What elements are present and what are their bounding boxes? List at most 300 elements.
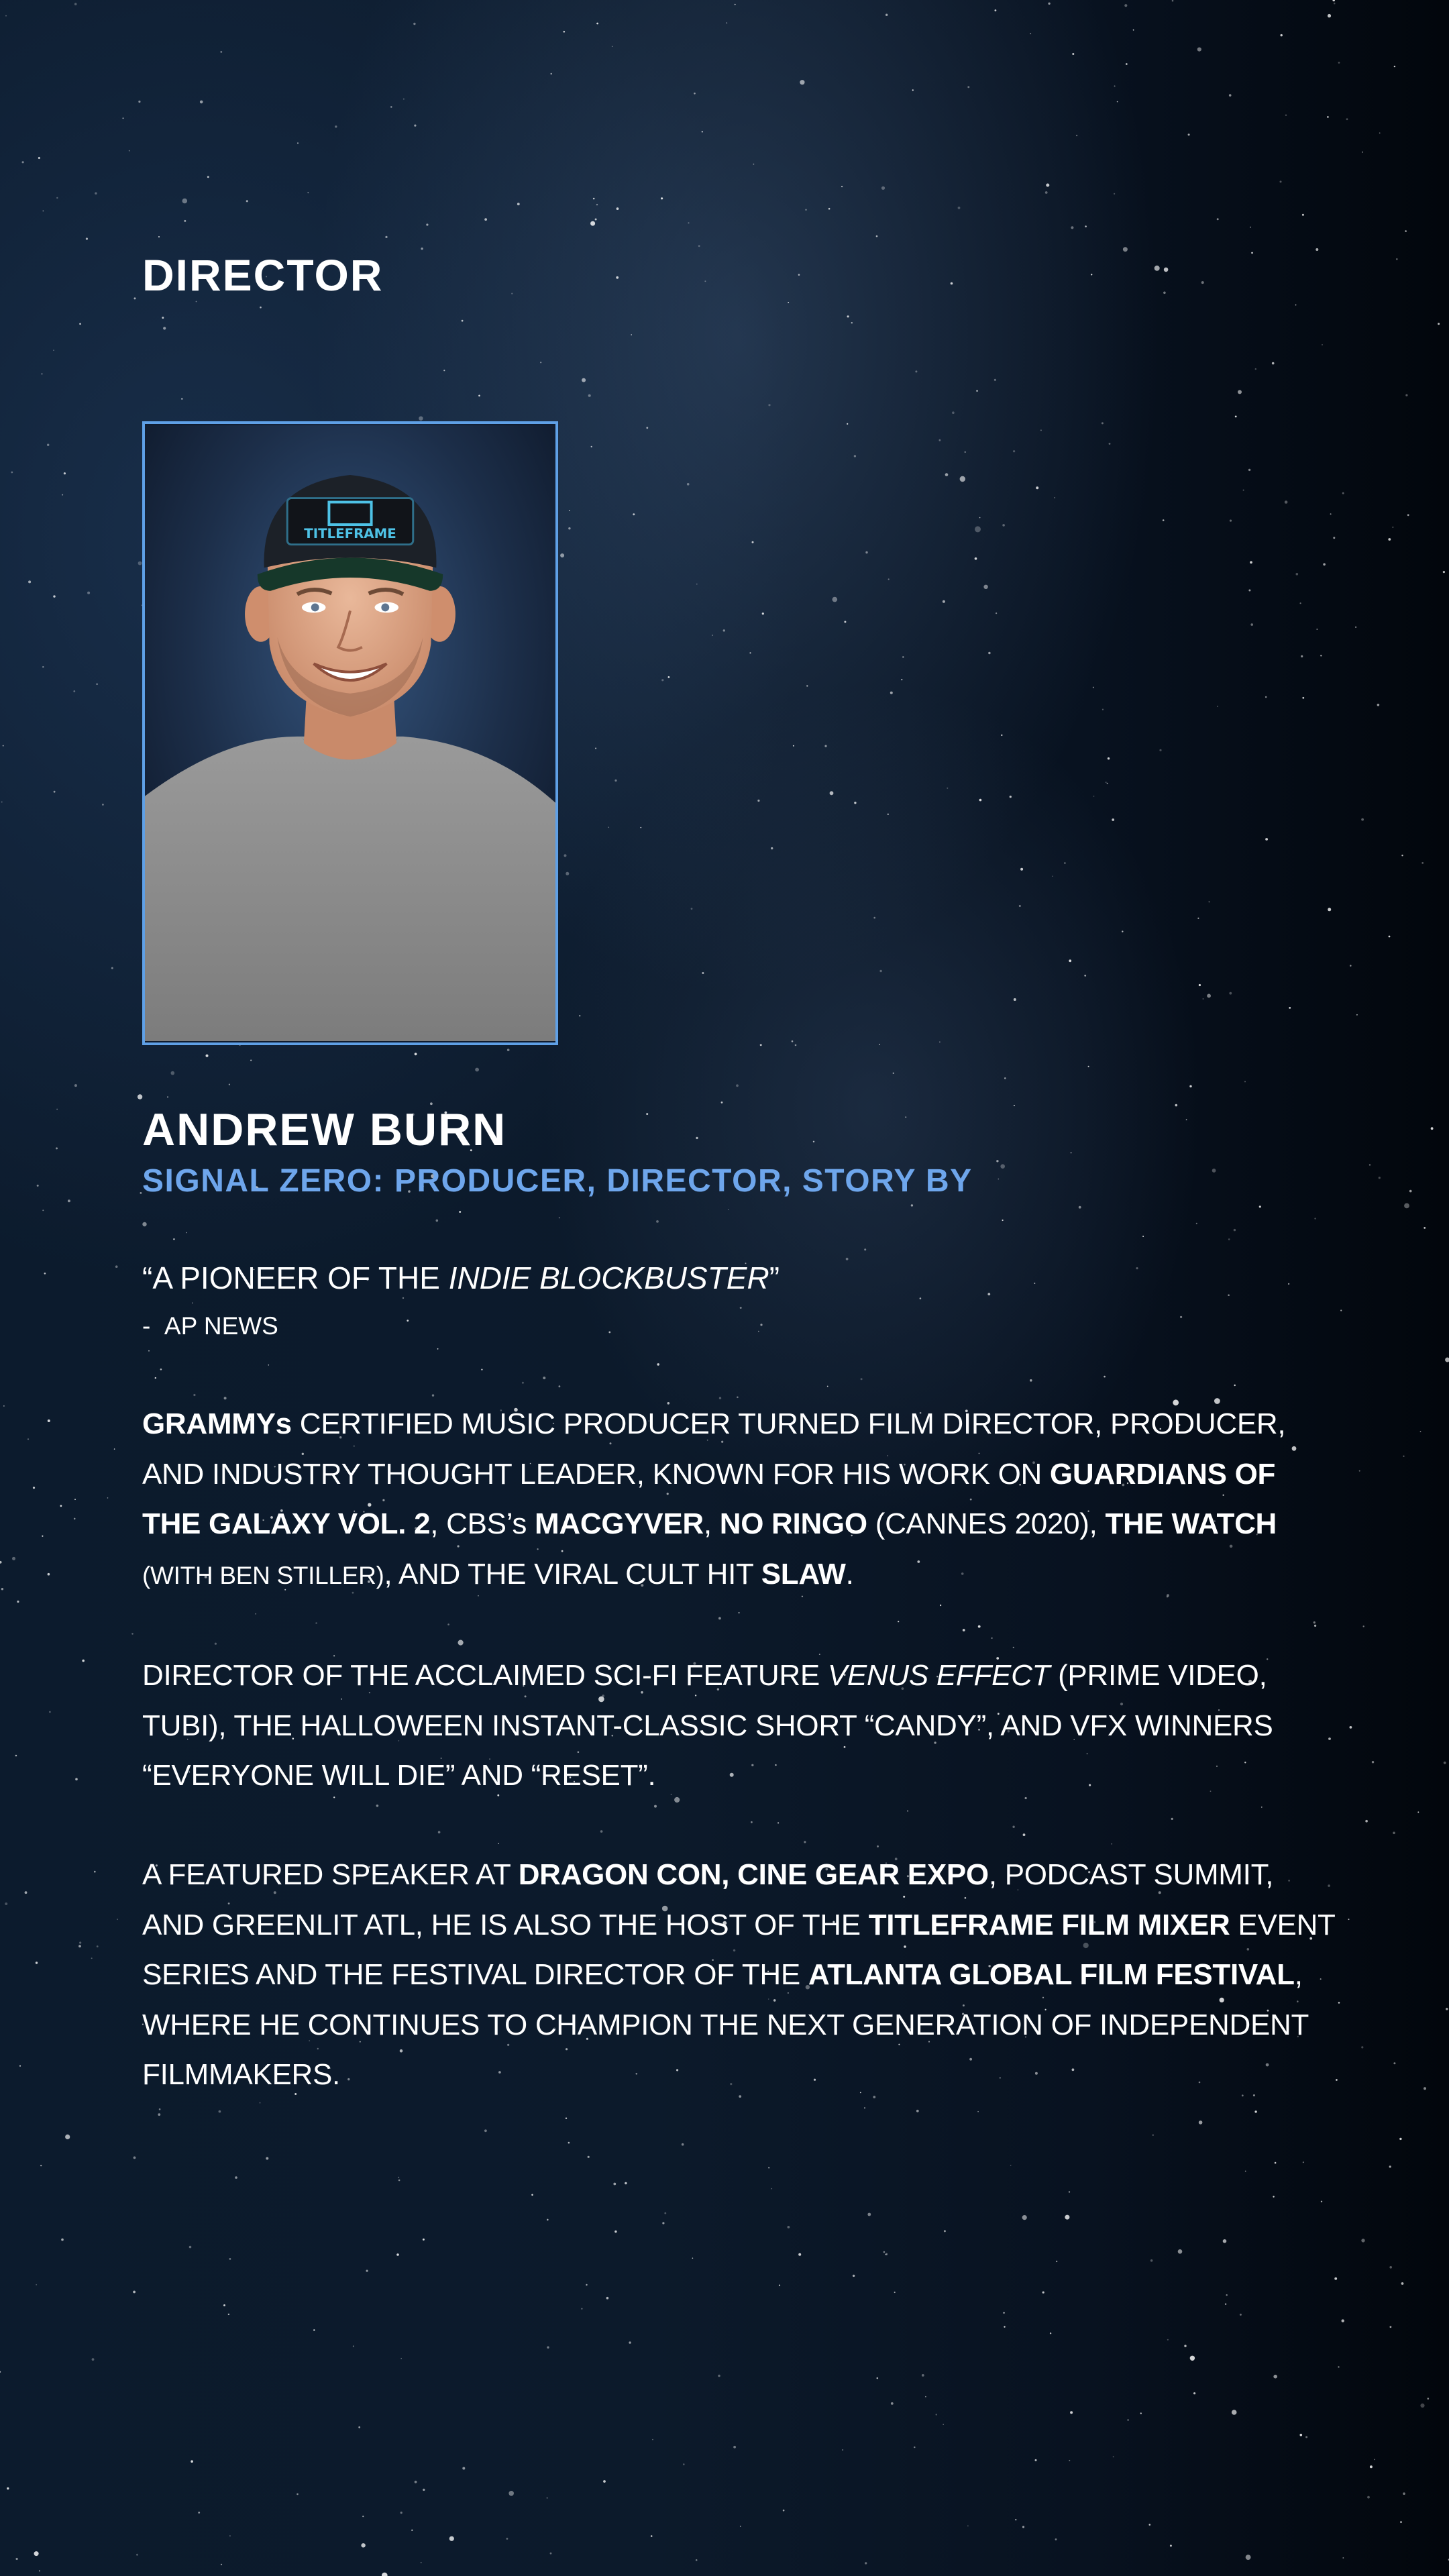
bio-small-text: (WITH BEN STILLER): [142, 1561, 384, 1589]
star: [824, 745, 826, 747]
star: [1372, 1761, 1374, 1763]
star: [42, 666, 44, 667]
quote-emphasis: INDIE BLOCKBUSTER: [448, 1260, 769, 1295]
star: [944, 2230, 946, 2232]
star: [828, 208, 830, 210]
star: [407, 1320, 409, 1322]
star: [1015, 2519, 1016, 2520]
star: [1379, 132, 1381, 133]
star: [475, 1068, 479, 1072]
star: [1223, 2239, 1227, 2243]
star: [1225, 2304, 1226, 2305]
star: [1340, 1309, 1342, 1311]
star: [136, 2554, 138, 2556]
star: [1072, 53, 1074, 55]
star: [1235, 416, 1237, 418]
star: [915, 370, 917, 372]
star: [173, 1238, 174, 1240]
star: [1369, 1164, 1371, 1165]
star: [411, 2530, 413, 2531]
star: [426, 223, 428, 225]
star: [86, 237, 88, 239]
star: [5, 15, 7, 17]
star: [940, 1605, 941, 1606]
star: [1054, 497, 1055, 498]
star: [998, 1179, 1000, 1180]
star: [813, 1141, 814, 1142]
star: [1334, 3, 1336, 5]
star: [1114, 85, 1116, 87]
star: [1403, 2492, 1405, 2495]
star: [56, 1147, 58, 1149]
star: [771, 2188, 772, 2190]
star: [847, 315, 849, 317]
star: [864, 2107, 865, 2108]
quote-source-dash: -: [142, 1312, 151, 1340]
star: [560, 553, 564, 557]
star: [891, 2402, 894, 2405]
star: [1104, 1376, 1106, 1378]
star: [1217, 706, 1218, 707]
star: [506, 2538, 508, 2540]
star: [1273, 2196, 1274, 2197]
star: [1140, 2412, 1142, 2414]
star: [718, 1617, 721, 1620]
star: [1093, 796, 1095, 797]
star: [657, 1363, 659, 1366]
star: [1102, 422, 1104, 424]
star: [1163, 519, 1165, 521]
star: [1379, 1177, 1381, 1179]
star: [207, 176, 209, 178]
star: [916, 2110, 919, 2112]
star: [788, 2226, 790, 2229]
star: [792, 1040, 794, 1042]
star: [698, 245, 700, 247]
star: [540, 362, 541, 363]
star: [1388, 538, 1391, 541]
star: [603, 2480, 606, 2483]
star: [1431, 1127, 1434, 1130]
bio-text: , PODCAST SUMMIT, AND GREENLIT ATL, HE IS ALSO THE HOST OF THE: [142, 1858, 1274, 1941]
star: [228, 2314, 229, 2315]
star: [91, 1957, 93, 1959]
star: [737, 1397, 739, 1399]
star: [777, 1822, 779, 1823]
bio-text: ,: [703, 1507, 720, 1540]
star: [1014, 998, 1016, 1001]
star: [1367, 2496, 1370, 2499]
star: [851, 322, 853, 323]
star: [362, 2516, 364, 2517]
star: [1000, 1164, 1005, 1169]
bio-text: .: [845, 1557, 854, 1591]
star: [1171, 1818, 1173, 1820]
star: [158, 236, 160, 237]
star: [1370, 2465, 1373, 2468]
star: [696, 1137, 698, 1139]
bio-text: DIRECTOR OF THE ACCLAIMED SCI-FI FEATURE: [142, 1659, 828, 1692]
star: [3, 745, 4, 747]
star: [53, 350, 54, 351]
star: [114, 1448, 115, 1450]
star: [600, 1830, 603, 1833]
star: [550, 2553, 552, 2555]
star: [1396, 258, 1398, 260]
star: [458, 1640, 464, 1646]
star: [646, 1113, 648, 1115]
star: [82, 1660, 85, 1662]
star: [1203, 998, 1204, 1000]
star: [854, 802, 856, 804]
star: [353, 2345, 354, 2347]
star: [1305, 2436, 1307, 2438]
star: [1393, 2062, 1395, 2064]
bio-strong: TITLEFRAME FILM MIXER: [868, 1908, 1230, 1941]
star: [1338, 62, 1340, 64]
star: [235, 2176, 237, 2179]
star: [1285, 115, 1287, 116]
star: [661, 679, 663, 681]
star: [484, 2129, 487, 2132]
star: [633, 513, 635, 515]
star: [186, 1232, 187, 1234]
star: [682, 2143, 684, 2146]
star: [1272, 362, 1275, 365]
star: [1201, 281, 1204, 284]
star: [402, 1297, 404, 1299]
star: [1281, 34, 1283, 36]
star: [315, 1622, 317, 1624]
star: [1393, 527, 1394, 528]
star: [1265, 696, 1267, 698]
star: [760, 1044, 762, 1046]
star: [1193, 2392, 1195, 2394]
star: [651, 2535, 653, 2537]
star: [865, 551, 867, 553]
star: [983, 585, 987, 589]
bio-text: A FEATURED SPEAKER AT: [142, 1858, 519, 1891]
star: [728, 1209, 729, 1210]
star: [1314, 1625, 1316, 1627]
star: [867, 2213, 871, 2216]
star: [640, 827, 641, 828]
star: [656, 1220, 659, 1223]
star: [723, 629, 725, 631]
star: [1229, 992, 1232, 995]
star: [1390, 2326, 1392, 2328]
star: [56, 1109, 58, 1110]
star: [133, 2157, 136, 2159]
star: [1407, 514, 1409, 516]
star: [12, 1557, 15, 1560]
star: [1004, 2312, 1005, 2314]
star: [1019, 905, 1021, 907]
star: [1332, 0, 1335, 1]
star: [694, 93, 696, 95]
bio-text: , WHERE HE CONTINUES TO CHAMPION THE NEXT GENERATION OF INDEPENDENT FILMMAKERS.: [142, 1958, 1309, 2091]
star: [712, 635, 713, 636]
star: [1050, 2332, 1051, 2334]
star: [841, 186, 843, 187]
star: [616, 207, 619, 210]
star: [893, 1073, 894, 1074]
star: [613, 2183, 616, 2186]
star: [1338, 2002, 1340, 2004]
star: [1288, 1283, 1289, 1285]
star: [625, 2182, 627, 2185]
star: [396, 2253, 399, 2256]
star: [1348, 1919, 1350, 1920]
star: [1244, 1081, 1246, 1082]
star: [1377, 704, 1380, 706]
star: [906, 1116, 907, 1118]
star: [1346, 118, 1348, 120]
star: [138, 101, 140, 103]
bio-paragraph-1: [142, 1399, 1336, 1601]
star: [1424, 1227, 1426, 1229]
star: [614, 2231, 616, 2233]
star: [753, 164, 755, 165]
star: [1250, 623, 1253, 626]
star: [1069, 2460, 1070, 2461]
star: [414, 125, 416, 127]
star: [1022, 2526, 1024, 2528]
press-quote: [142, 1260, 780, 1296]
star: [595, 748, 596, 749]
star: [138, 561, 142, 566]
star: [1085, 225, 1087, 227]
star: [739, 1612, 740, 1613]
star: [1186, 1119, 1187, 1120]
star: [1170, 2544, 1172, 2546]
star: [1303, 2161, 1304, 2163]
star: [1030, 33, 1031, 34]
star: [873, 917, 875, 919]
star: [297, 2493, 299, 2496]
star: [1399, 2138, 1401, 2140]
bio-text: , CBS’s: [430, 1507, 535, 1540]
star: [1217, 218, 1219, 220]
star: [255, 1613, 256, 1615]
star: [1123, 247, 1128, 252]
star: [1361, 2239, 1364, 2242]
star: [735, 4, 736, 5]
star: [1445, 1358, 1449, 1362]
star: [652, 2439, 653, 2440]
star: [1248, 590, 1250, 592]
star: [33, 1487, 35, 1489]
star: [1446, 2008, 1448, 2010]
star: [131, 1633, 133, 1635]
star: [1175, 1104, 1178, 1107]
star: [1316, 248, 1318, 251]
star: [1124, 4, 1127, 7]
star: [159, 2108, 161, 2110]
star: [54, 791, 56, 793]
star: [1065, 2215, 1069, 2220]
star: [760, 1324, 762, 1326]
star: [1285, 500, 1288, 504]
star: [38, 157, 40, 159]
star: [1070, 2411, 1073, 2414]
star: [779, 2285, 780, 2286]
star: [1228, 1294, 1230, 1296]
star: [111, 967, 113, 969]
star: [42, 373, 43, 374]
star: [726, 22, 727, 23]
star: [877, 1845, 879, 1847]
star: [1234, 1385, 1236, 1386]
star: [1155, 266, 1160, 271]
star: [568, 2142, 570, 2144]
star: [1172, 0, 1174, 1]
star: [967, 2526, 969, 2527]
star: [48, 1573, 50, 1576]
star: [1334, 2277, 1337, 2280]
star: [478, 395, 480, 397]
star: [335, 125, 337, 127]
star: [266, 2157, 268, 2160]
star: [421, 2562, 422, 2563]
star: [1401, 855, 1403, 856]
star: [419, 417, 423, 421]
star: [945, 473, 949, 476]
star: [400, 2512, 402, 2514]
star: [79, 323, 81, 325]
star: [1114, 193, 1115, 195]
star: [184, 220, 186, 222]
star: [34, 2551, 39, 2556]
star: [771, 847, 773, 849]
star: [1428, 2398, 1430, 2400]
star: [688, 222, 689, 223]
star: [588, 2156, 590, 2158]
star: [559, 1217, 560, 1218]
star: [912, 89, 914, 91]
star: [56, 197, 58, 199]
star: [1055, 2538, 1057, 2540]
star: [702, 972, 704, 974]
star: [107, 1497, 109, 1499]
star: [922, 2374, 924, 2377]
star: [160, 1368, 162, 1371]
star: [1046, 184, 1049, 187]
star: [16, 2558, 18, 2560]
star: [1126, 63, 1128, 65]
star: [979, 799, 982, 802]
star: [865, 2562, 867, 2564]
star: [975, 557, 977, 560]
star: [221, 2564, 222, 2565]
star: [1208, 901, 1210, 902]
star: [805, 209, 806, 211]
star: [48, 1419, 50, 1422]
star: [1403, 1456, 1404, 1457]
star: [61, 2239, 64, 2241]
star: [1013, 1647, 1014, 1648]
star: [1004, 1077, 1006, 1079]
star: [547, 2219, 549, 2221]
star: [595, 219, 597, 221]
star: [192, 1303, 193, 1304]
star: [1394, 66, 1395, 67]
star: [117, 1919, 118, 1920]
star: [846, 1258, 849, 1260]
star: [79, 1941, 81, 1943]
star: [925, 2396, 926, 2398]
star: [1048, 3, 1050, 5]
star: [1254, 2110, 1256, 2112]
star: [459, 1211, 461, 1213]
star: [1296, 573, 1299, 576]
star: [1302, 214, 1304, 216]
bio-emphasis: VENUS EFFECT: [827, 1659, 1051, 1692]
bio-text: EVENT SERIES AND THE FESTIVAL DIRECTOR OF THE: [142, 1908, 1335, 1991]
star: [1246, 2555, 1251, 2560]
star: [1321, 2201, 1322, 2202]
star: [564, 31, 566, 33]
star: [1036, 486, 1038, 489]
star: [403, 99, 405, 100]
star: [907, 1811, 908, 1812]
star: [1401, 2282, 1404, 2285]
star: [19, 2065, 21, 2067]
star: [564, 854, 567, 857]
star: [967, 86, 969, 88]
star: [40, 2165, 42, 2166]
star: [795, 1044, 797, 1046]
star: [102, 804, 104, 806]
star: [1178, 2249, 1183, 2254]
star: [844, 621, 846, 623]
star: [36, 2284, 37, 2286]
star: [78, 1945, 81, 1947]
star: [358, 2426, 360, 2428]
star: [182, 199, 188, 204]
star: [155, 1377, 156, 1379]
star: [1002, 1220, 1004, 1221]
star: [1042, 2292, 1044, 2294]
star: [768, 404, 770, 406]
star: [43, 211, 44, 212]
star: [415, 1053, 417, 1055]
star: [901, 679, 902, 680]
star: [588, 394, 591, 397]
star: [437, 1348, 439, 1350]
star: [757, 800, 759, 802]
star: [1400, 2521, 1402, 2523]
star: [861, 1378, 863, 1380]
star: [654, 1805, 657, 1808]
star: [751, 1821, 753, 1823]
star: [511, 293, 513, 294]
star: [902, 656, 904, 657]
star: [436, 1220, 439, 1222]
star: [133, 2291, 136, 2294]
star: [158, 2113, 160, 2116]
star: [952, 411, 955, 414]
bio-strong: ATLANTA GLOBAL FILM FESTIVAL: [808, 1958, 1295, 1991]
star: [1163, 292, 1166, 294]
star: [608, 1332, 610, 1334]
star: [1409, 1190, 1412, 1193]
star: [879, 1044, 880, 1045]
star: [138, 1094, 142, 1099]
star: [616, 276, 619, 279]
bio-strong: MACGYVER: [535, 1507, 704, 1540]
star: [847, 423, 848, 425]
